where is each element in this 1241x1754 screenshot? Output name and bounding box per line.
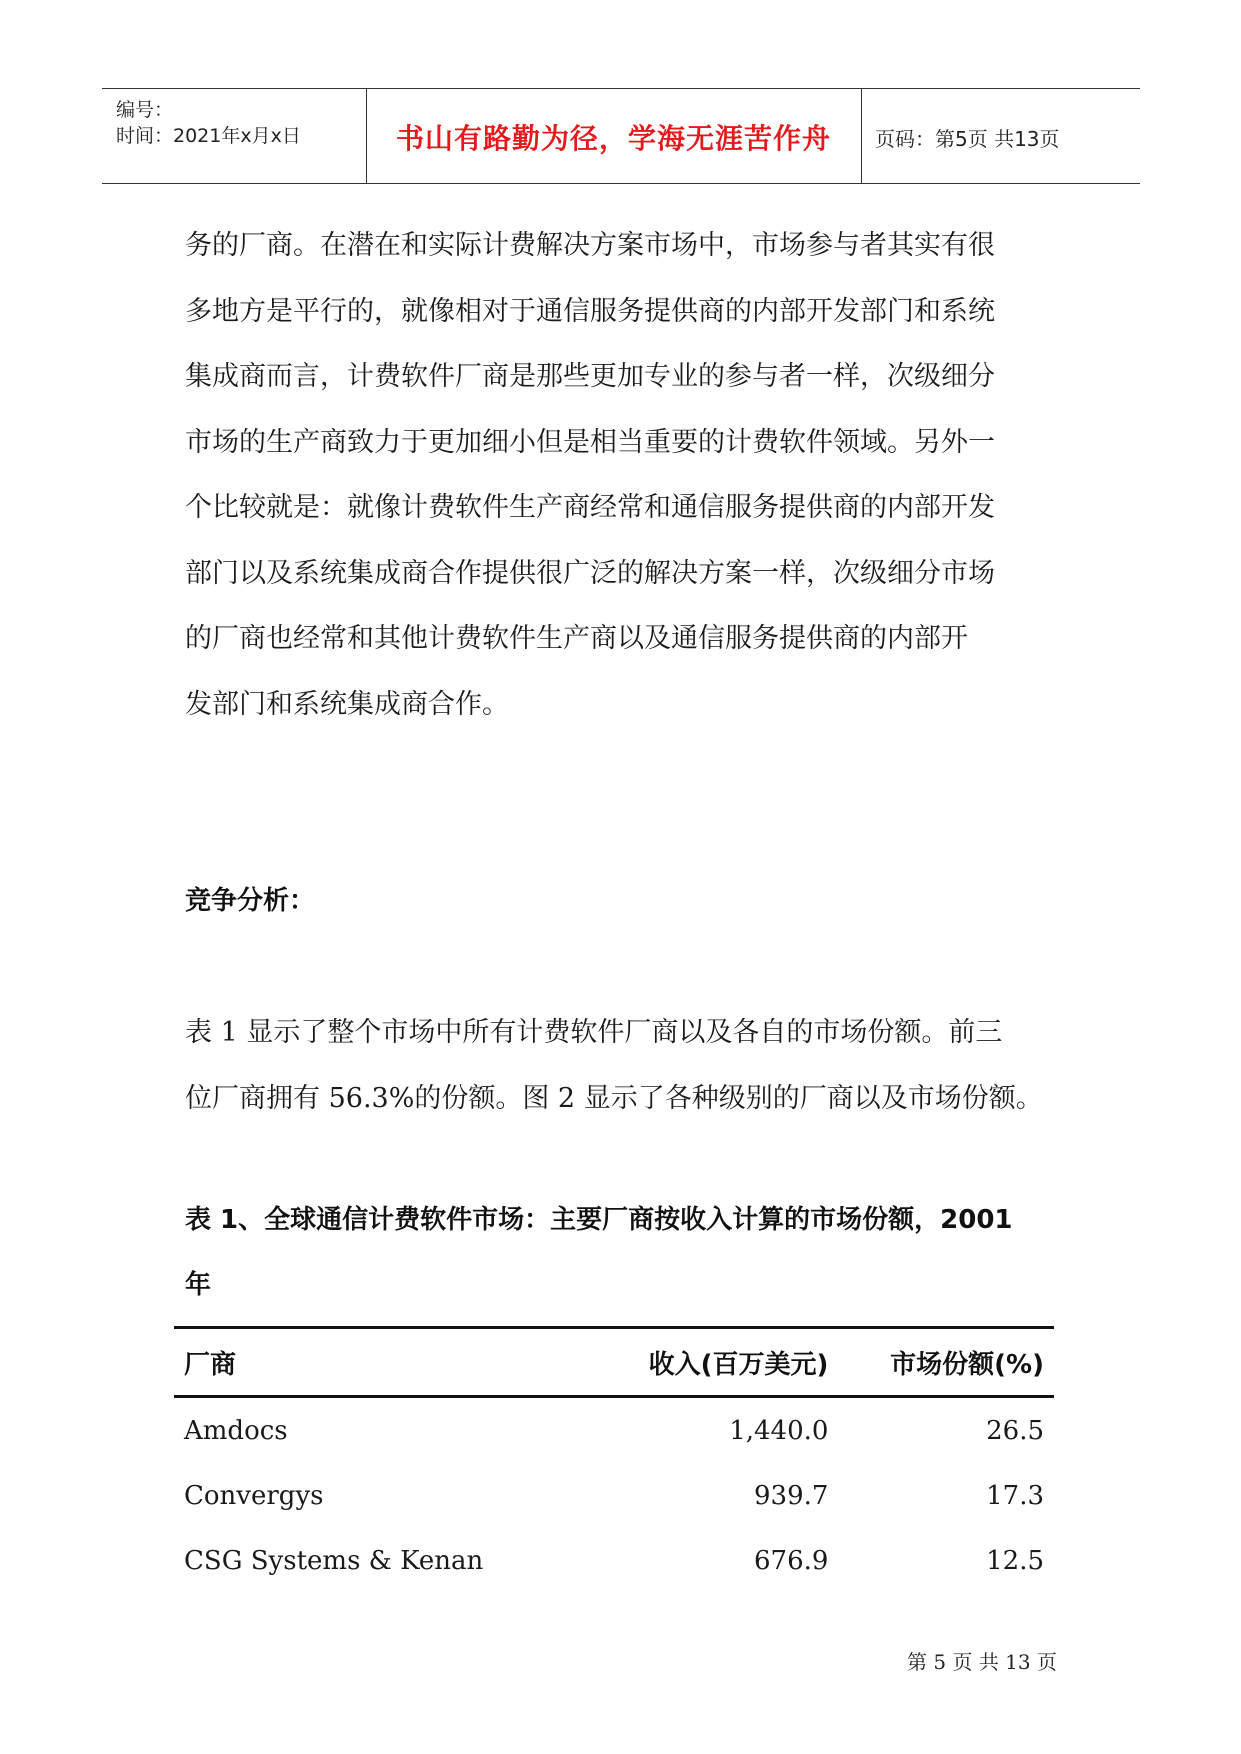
header-motto-cell bbox=[366, 89, 862, 183]
document-number-label: 编号： bbox=[116, 99, 174, 121]
vendor-cell: CSG Systems & Kenan bbox=[184, 1545, 484, 1576]
caption-line: 表 1、全球通信计费软件市场：主要厂商按收入计算的市场份额，2001 bbox=[185, 1205, 1013, 1235]
table-caption bbox=[185, 1188, 1065, 1318]
paragraph-line: 表 1 显示了整个市场中所有计费软件厂商以及各自的市场份额。前三 bbox=[185, 1017, 1003, 1048]
paragraph-line: 集成商而言，计费软件厂商是那些更加专业的参与者一样，次级细分 bbox=[185, 361, 995, 392]
market-share-table bbox=[174, 1326, 1054, 1593]
vendor-cell: Amdocs bbox=[184, 1415, 288, 1446]
column-header-vendor: 厂商 bbox=[174, 1328, 602, 1397]
share-cell: 17.3 bbox=[986, 1480, 1044, 1511]
paragraph-line: 位厂商拥有 56.3%的份额。图 2 显示了各种级别的厂商以及市场份额。 bbox=[185, 1082, 1043, 1114]
header-left-cell bbox=[102, 89, 367, 183]
revenue-cell: 1,440.0 bbox=[729, 1415, 829, 1446]
revenue-cell: 939.7 bbox=[754, 1480, 829, 1511]
table-body bbox=[174, 1397, 1054, 1594]
table-header-row bbox=[174, 1328, 1054, 1397]
header-page-cell bbox=[861, 89, 1140, 183]
table-row bbox=[174, 1528, 1054, 1593]
table-header bbox=[174, 1328, 1054, 1397]
vendor-cell: Convergys bbox=[184, 1480, 324, 1511]
section-heading: 竞争分析： bbox=[185, 886, 316, 916]
page-header bbox=[102, 88, 1140, 184]
paragraph-line: 部门以及系统集成商合作提供很广泛的解决方案一样，次级细分市场 bbox=[185, 557, 995, 589]
table-row bbox=[174, 1397, 1054, 1464]
body-paragraph-1 bbox=[185, 213, 1065, 737]
caption-line: 年 bbox=[185, 1270, 212, 1300]
paragraph-line: 市场的生产商致力于更加细小但是相当重要的计费软件领域。另外一 bbox=[185, 426, 995, 458]
table-row bbox=[174, 1463, 1054, 1528]
paragraph-line: 的厂商也经常和其他计费软件生产商以及通信服务提供商的内部开 bbox=[185, 623, 968, 654]
share-cell: 12.5 bbox=[986, 1545, 1044, 1576]
share-cell: 26.5 bbox=[986, 1415, 1044, 1446]
header-motto: 书山有路勤为径，学海无涯苦作舟 bbox=[395, 122, 831, 155]
revenue-cell: 676.9 bbox=[754, 1545, 829, 1576]
document-time-label: 时间：2021年x月x日 bbox=[116, 125, 301, 147]
body-paragraph-2 bbox=[185, 1000, 1065, 1131]
column-header-revenue: 收入(百万美元) bbox=[602, 1328, 838, 1397]
paragraph-line: 个比较就是：就像计费软件生产商经常和通信服务提供商的内部开发 bbox=[185, 492, 995, 523]
paragraph-line: 务的厂商。在潜在和实际计费解决方案市场中，市场参与者其实有很 bbox=[185, 230, 995, 261]
column-header-share: 市场份额(%) bbox=[838, 1328, 1054, 1397]
paragraph-line: 发部门和系统集成商合作。 bbox=[185, 688, 509, 720]
page-footer: 第 5 页 共 13 页 bbox=[907, 1650, 1057, 1674]
paragraph-line: 多地方是平行的，就像相对于通信服务提供商的内部开发部门和系统 bbox=[185, 295, 995, 327]
header-page-info: 页码：第5页 共13页 bbox=[875, 127, 1060, 151]
